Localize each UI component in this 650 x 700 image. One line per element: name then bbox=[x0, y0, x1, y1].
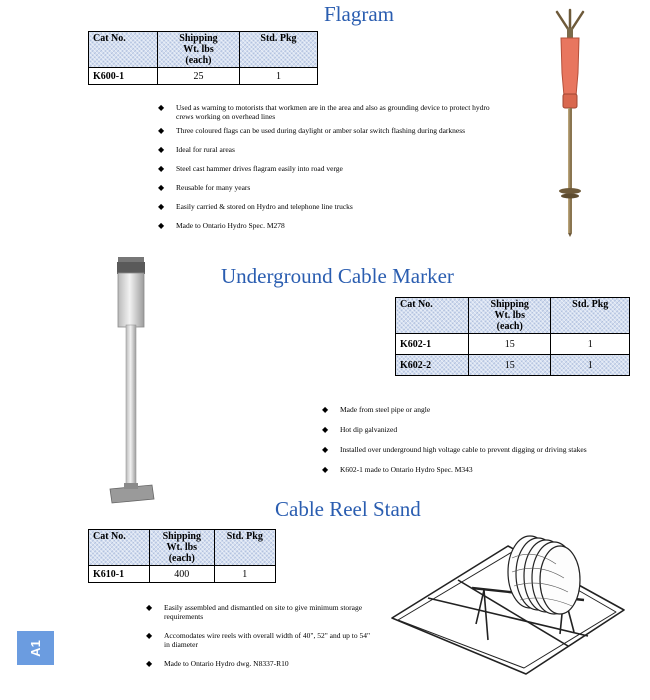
cat-no-cell: K602-1 bbox=[396, 334, 469, 355]
reel-spec-table bbox=[88, 529, 276, 583]
weight-cell: 400 bbox=[150, 566, 215, 583]
list-item: ◆ Used as warning to motorists that workmen are in the area and also as grounding device to protect hydro crews working on overhead lines bbox=[158, 103, 498, 121]
list-item: ◆ Three coloured flags can be used during daylight or amber solar switch flashing during darkness bbox=[158, 126, 498, 135]
pkg-cell: 1 bbox=[239, 68, 317, 85]
marker-title: Underground Cable Marker bbox=[221, 264, 454, 288]
table-row bbox=[396, 334, 630, 355]
list-item: ◆ Made to Ontario Hydro dwg. N8337-R10 bbox=[146, 659, 376, 668]
list-item: ◆ K602-1 made to Ontario Hydro Spec. M343 bbox=[322, 465, 642, 474]
list-item: ◆ Accomodates wire reels with overall width of 40", 52" and up to 54" in diameter bbox=[146, 631, 376, 649]
std-pkg-header: Std. Pkg bbox=[239, 32, 317, 68]
flagram-image bbox=[545, 8, 595, 238]
list-item: ◆ Easily assembled and dismantled on site to give minimum storage requirements bbox=[146, 603, 376, 621]
reel-title: Cable Reel Stand bbox=[275, 497, 421, 521]
table-row bbox=[89, 68, 318, 85]
list-item: ◆ Easily carried & stored on Hydro and telephone line trucks bbox=[158, 202, 498, 211]
list-item: ◆ Reusable for many years bbox=[158, 183, 498, 192]
list-item: ◆ Made from steel pipe or angle bbox=[322, 405, 642, 414]
cat-no-header: Cat No. bbox=[89, 530, 150, 566]
page-tab bbox=[17, 631, 54, 665]
cat-no-cell: K610-1 bbox=[89, 566, 150, 583]
pkg-cell: 1 bbox=[551, 334, 630, 355]
flagram-spec-table bbox=[88, 31, 318, 85]
list-item: ◆ Hot dip galvanized bbox=[322, 425, 642, 434]
cat-no-header: Cat No. bbox=[89, 32, 158, 68]
shipping-weight-header: Shipping Wt. lbs (each) bbox=[158, 32, 240, 68]
weight-cell: 15 bbox=[469, 334, 551, 355]
cat-no-header: Cat No. bbox=[396, 298, 469, 334]
reel-features bbox=[146, 603, 376, 668]
pkg-cell: 1 bbox=[551, 355, 630, 376]
marker-features bbox=[322, 405, 642, 474]
cat-no-cell: K600-1 bbox=[89, 68, 158, 85]
list-item: ◆ Installed over underground high voltage cable to prevent digging or driving stakes bbox=[322, 445, 642, 454]
weight-cell: 15 bbox=[469, 355, 551, 376]
marker-spec-table bbox=[395, 297, 630, 376]
cable-marker-image bbox=[104, 255, 164, 507]
shipping-weight-header: Shipping Wt. lbs (each) bbox=[150, 530, 215, 566]
std-pkg-header: Std. Pkg bbox=[214, 530, 275, 566]
weight-cell: 25 bbox=[158, 68, 240, 85]
shipping-weight-header: Shipping Wt. lbs (each) bbox=[469, 298, 551, 334]
std-pkg-header: Std. Pkg bbox=[551, 298, 630, 334]
list-item: ◆ Made to Ontario Hydro Spec. M278 bbox=[158, 221, 498, 230]
cat-no-cell: K602-2 bbox=[396, 355, 469, 376]
flagram-title: Flagram bbox=[324, 2, 394, 26]
pkg-cell: 1 bbox=[214, 566, 275, 583]
page-tab-label: A1 bbox=[28, 639, 43, 657]
cable-reel-stand-image bbox=[388, 528, 628, 680]
list-item: ◆ Ideal for rural areas bbox=[158, 145, 498, 154]
table-row bbox=[89, 566, 276, 583]
list-item: ◆ Steel cast hammer drives flagram easily into road verge bbox=[158, 164, 498, 173]
flagram-features bbox=[158, 103, 498, 230]
table-row bbox=[396, 355, 630, 376]
